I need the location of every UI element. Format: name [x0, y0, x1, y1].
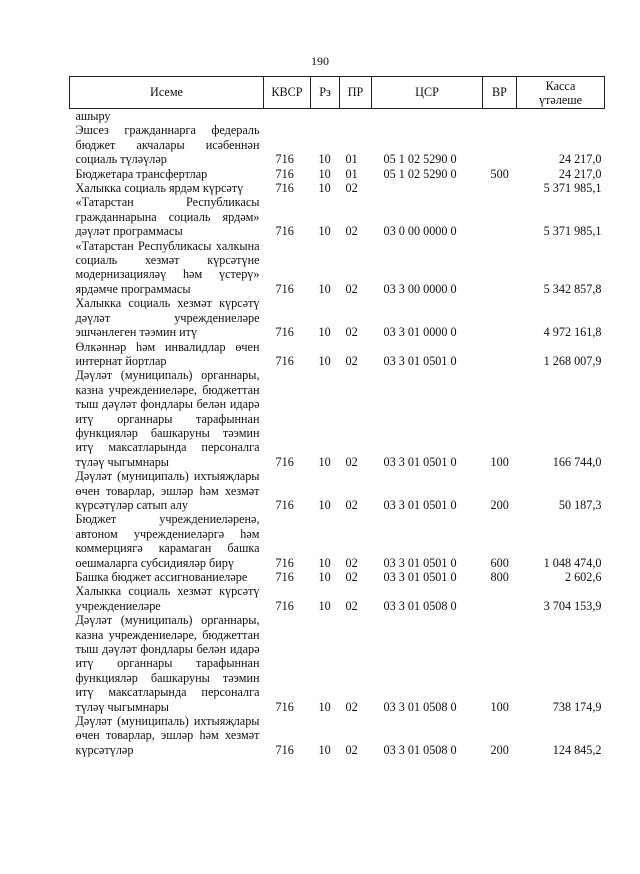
table-row [70, 469, 605, 512]
cell-pr: 02 [345, 699, 358, 714]
cell-rz: 10 [318, 281, 331, 296]
cell-rz: 10 [318, 166, 331, 181]
cell-name: «Татарстан Республикасы гражданнарына социаль ярдәм» дәүләт программасы [75, 195, 260, 239]
cell-sum: 24 217,0 [558, 166, 602, 181]
cell-sum: 5 371 985,1 [543, 181, 602, 196]
cell-rz [311, 109, 340, 124]
cell-sum: 166 744,0 [552, 454, 602, 469]
cell-rz: 10 [318, 570, 331, 584]
cell-name: Эшсез гражданнарга федераль бюджет акчалары исәбеннән социаль түләүләр [75, 123, 260, 167]
cell-kvsr: 716 [275, 454, 294, 469]
cell-sum: 5 371 985,1 [543, 224, 602, 239]
cell-rz: 10 [318, 598, 331, 613]
cell-csr: 03 3 01 0501 0 [383, 555, 457, 570]
cell-name: Бюджетара трансфертлар [75, 166, 208, 181]
cell-kvsr: 716 [275, 742, 294, 757]
cell-csr: 03 3 01 0000 0 [383, 325, 457, 340]
cell-csr: 03 3 01 0508 0 [383, 699, 457, 714]
cell-name: Дәүләт (муниципаль) органнары, казна учреждениеләре, бюджеттан тыш дәүләт фондлары белән идарә итү органнары тарафыннан функцияләр башкаруны тәэмин итү максатларында персоналга түләү чыгымнары [75, 368, 260, 469]
cell-pr: 02 [345, 224, 358, 239]
cell-pr: 02 [345, 325, 358, 340]
table-row [70, 195, 605, 238]
cell-vr: 200 [490, 742, 509, 757]
cell-csr: 05 1 02 5290 0 [383, 152, 457, 167]
table-body [70, 109, 605, 758]
cell-pr: 02 [345, 454, 358, 469]
header-name: Исеме [70, 77, 264, 109]
cell-name: Бюджет учреждениеләренә, автоном учреждениеләргә һәм коммерциягә карамаган башка оешмаларга субсидияләр бирү [75, 512, 260, 570]
cell-vr [483, 195, 517, 238]
cell-pr: 02 [345, 497, 358, 512]
header-sum-line2: үтәлеше [538, 92, 583, 107]
cell-pr: 02 [345, 555, 358, 570]
header-rz: Рз [311, 77, 340, 109]
cell-kvsr: 716 [275, 497, 294, 512]
header-kvsr: КВСР [264, 77, 311, 109]
cell-sum: 50 187,3 [558, 497, 602, 512]
cell-pr [340, 109, 372, 124]
header-vr: ВР [483, 77, 517, 109]
cell-pr: 02 [345, 742, 358, 757]
cell-vr: 800 [490, 570, 509, 584]
cell-kvsr: 716 [275, 325, 294, 340]
budget-table [69, 76, 605, 757]
cell-vr [483, 181, 517, 195]
table-row [70, 570, 605, 584]
cell-kvsr: 716 [275, 152, 294, 167]
table-row [70, 512, 605, 570]
cell-rz: 10 [318, 497, 331, 512]
cell-rz: 10 [318, 181, 331, 196]
cell-kvsr [264, 109, 311, 124]
header-sum-line1: Касса [545, 78, 576, 93]
cell-sum: 738 174,9 [552, 699, 602, 714]
cell-pr: 02 [345, 570, 358, 584]
table-row [70, 123, 605, 166]
cell-vr: 200 [490, 497, 509, 512]
cell-sum: 1 268 007,9 [543, 353, 602, 368]
cell-csr: 03 3 01 0501 0 [383, 497, 457, 512]
cell-name: Дәүләт (муниципаль) ихтыяҗлары өчен товарлар, эшләр һәм хезмәт күрсәтүләр [75, 714, 260, 757]
cell-vr: 100 [490, 454, 509, 469]
cell-rz: 10 [318, 699, 331, 714]
cell-kvsr: 716 [275, 166, 294, 181]
cell-rz: 10 [318, 555, 331, 570]
cell-sum: 2 602,6 [564, 570, 602, 584]
table-row [70, 714, 605, 757]
table-header [70, 77, 605, 109]
cell-rz: 10 [318, 454, 331, 469]
cell-vr [483, 584, 517, 613]
cell-vr [483, 239, 517, 297]
cell-kvsr: 716 [275, 181, 294, 196]
cell-pr: 02 [345, 353, 358, 368]
cell-kvsr: 716 [275, 224, 294, 239]
table-row [70, 167, 605, 181]
cell-sum: 1 048 474,0 [543, 555, 602, 570]
cell-csr: 03 3 01 0508 0 [383, 598, 457, 613]
cell-rz: 10 [318, 742, 331, 757]
cell-name: Халыкка социаль хезмәт күрсәтү дәүләт учреждениеләре эшчәнлеген тәэмин итү [75, 296, 260, 340]
cell-name: Дәүләт (муниципаль) органнары, казна учреждениеләре, бюджеттан тыш дәүләт фондлары белән идарә итү органнары тарафыннан функцияләр башкаруны тәэмин итү максатларында персоналга түләү чыгымнары [75, 613, 260, 714]
cell-name: ашыру [75, 109, 111, 123]
cell-kvsr: 716 [275, 699, 294, 714]
cell-kvsr: 716 [275, 570, 294, 584]
cell-vr [483, 296, 517, 339]
cell-rz: 10 [318, 224, 331, 239]
cell-vr: 600 [490, 555, 509, 570]
table-row [70, 239, 605, 297]
table-row [70, 181, 605, 195]
header-pr: ПР [340, 77, 372, 109]
cell-kvsr: 716 [275, 281, 294, 296]
cell-csr: 03 0 00 0000 0 [383, 224, 457, 239]
table-row [70, 109, 605, 124]
table-row [70, 296, 605, 339]
cell-kvsr: 716 [275, 353, 294, 368]
cell-vr [483, 340, 517, 369]
cell-vr [483, 109, 517, 124]
cell-sum: 5 342 857,8 [543, 281, 602, 296]
cell-csr [372, 181, 483, 195]
table-row [70, 368, 605, 469]
cell-pr: 01 [345, 166, 358, 181]
cell-pr: 02 [345, 598, 358, 613]
cell-rz: 10 [318, 152, 331, 167]
table-row [70, 613, 605, 714]
cell-vr: 100 [490, 699, 509, 714]
page-number: 190 [311, 54, 329, 68]
cell-vr [483, 123, 517, 166]
cell-sum: 4 972 161,8 [543, 325, 602, 340]
cell-rz: 10 [318, 325, 331, 340]
cell-csr: 03 3 00 0000 0 [383, 281, 457, 296]
cell-name: Дәүләт (муниципаль) ихтыяҗлары өчен товарлар, эшләр һәм хезмәт күрсәтүләр сатып алу [75, 469, 260, 512]
cell-kvsr: 716 [275, 555, 294, 570]
cell-csr: 03 3 01 0508 0 [383, 742, 457, 757]
cell-name: «Татарстан Республикасы халкына социаль хезмәт күрсәтүне модернизацияләү һәм үстерү» ярдәмче программасы [75, 238, 260, 296]
cell-name: Халыкка социаль ярдәм күрсәтү [75, 181, 244, 196]
cell-pr: 02 [345, 281, 358, 296]
cell-kvsr: 716 [275, 598, 294, 613]
cell-pr: 02 [345, 181, 358, 196]
header-csr: ЦСР [372, 77, 483, 109]
cell-csr: 03 3 01 0501 0 [383, 353, 457, 368]
cell-name: Башка бюджет ассигнованиеләре [75, 570, 248, 584]
cell-sum [517, 109, 605, 124]
cell-csr: 05 1 02 5290 0 [383, 166, 457, 181]
cell-csr: 03 3 01 0501 0 [383, 570, 457, 584]
table-row [70, 340, 605, 369]
cell-sum: 3 704 153,9 [543, 598, 602, 613]
cell-csr: 03 3 01 0501 0 [383, 454, 457, 469]
cell-rz: 10 [318, 353, 331, 368]
header-sum [517, 77, 605, 109]
cell-csr [372, 109, 483, 124]
cell-name: Өлкәннәр һәм инвалидлар өчен интернат йортлар [75, 339, 260, 368]
cell-sum: 24 217,0 [558, 152, 602, 167]
cell-sum: 124 845,2 [552, 742, 602, 757]
cell-name: Халыкка социаль хезмәт күрсәтү учреждениеләре [75, 584, 260, 613]
table-row [70, 584, 605, 613]
cell-pr: 01 [345, 152, 358, 167]
cell-vr: 500 [490, 166, 509, 181]
